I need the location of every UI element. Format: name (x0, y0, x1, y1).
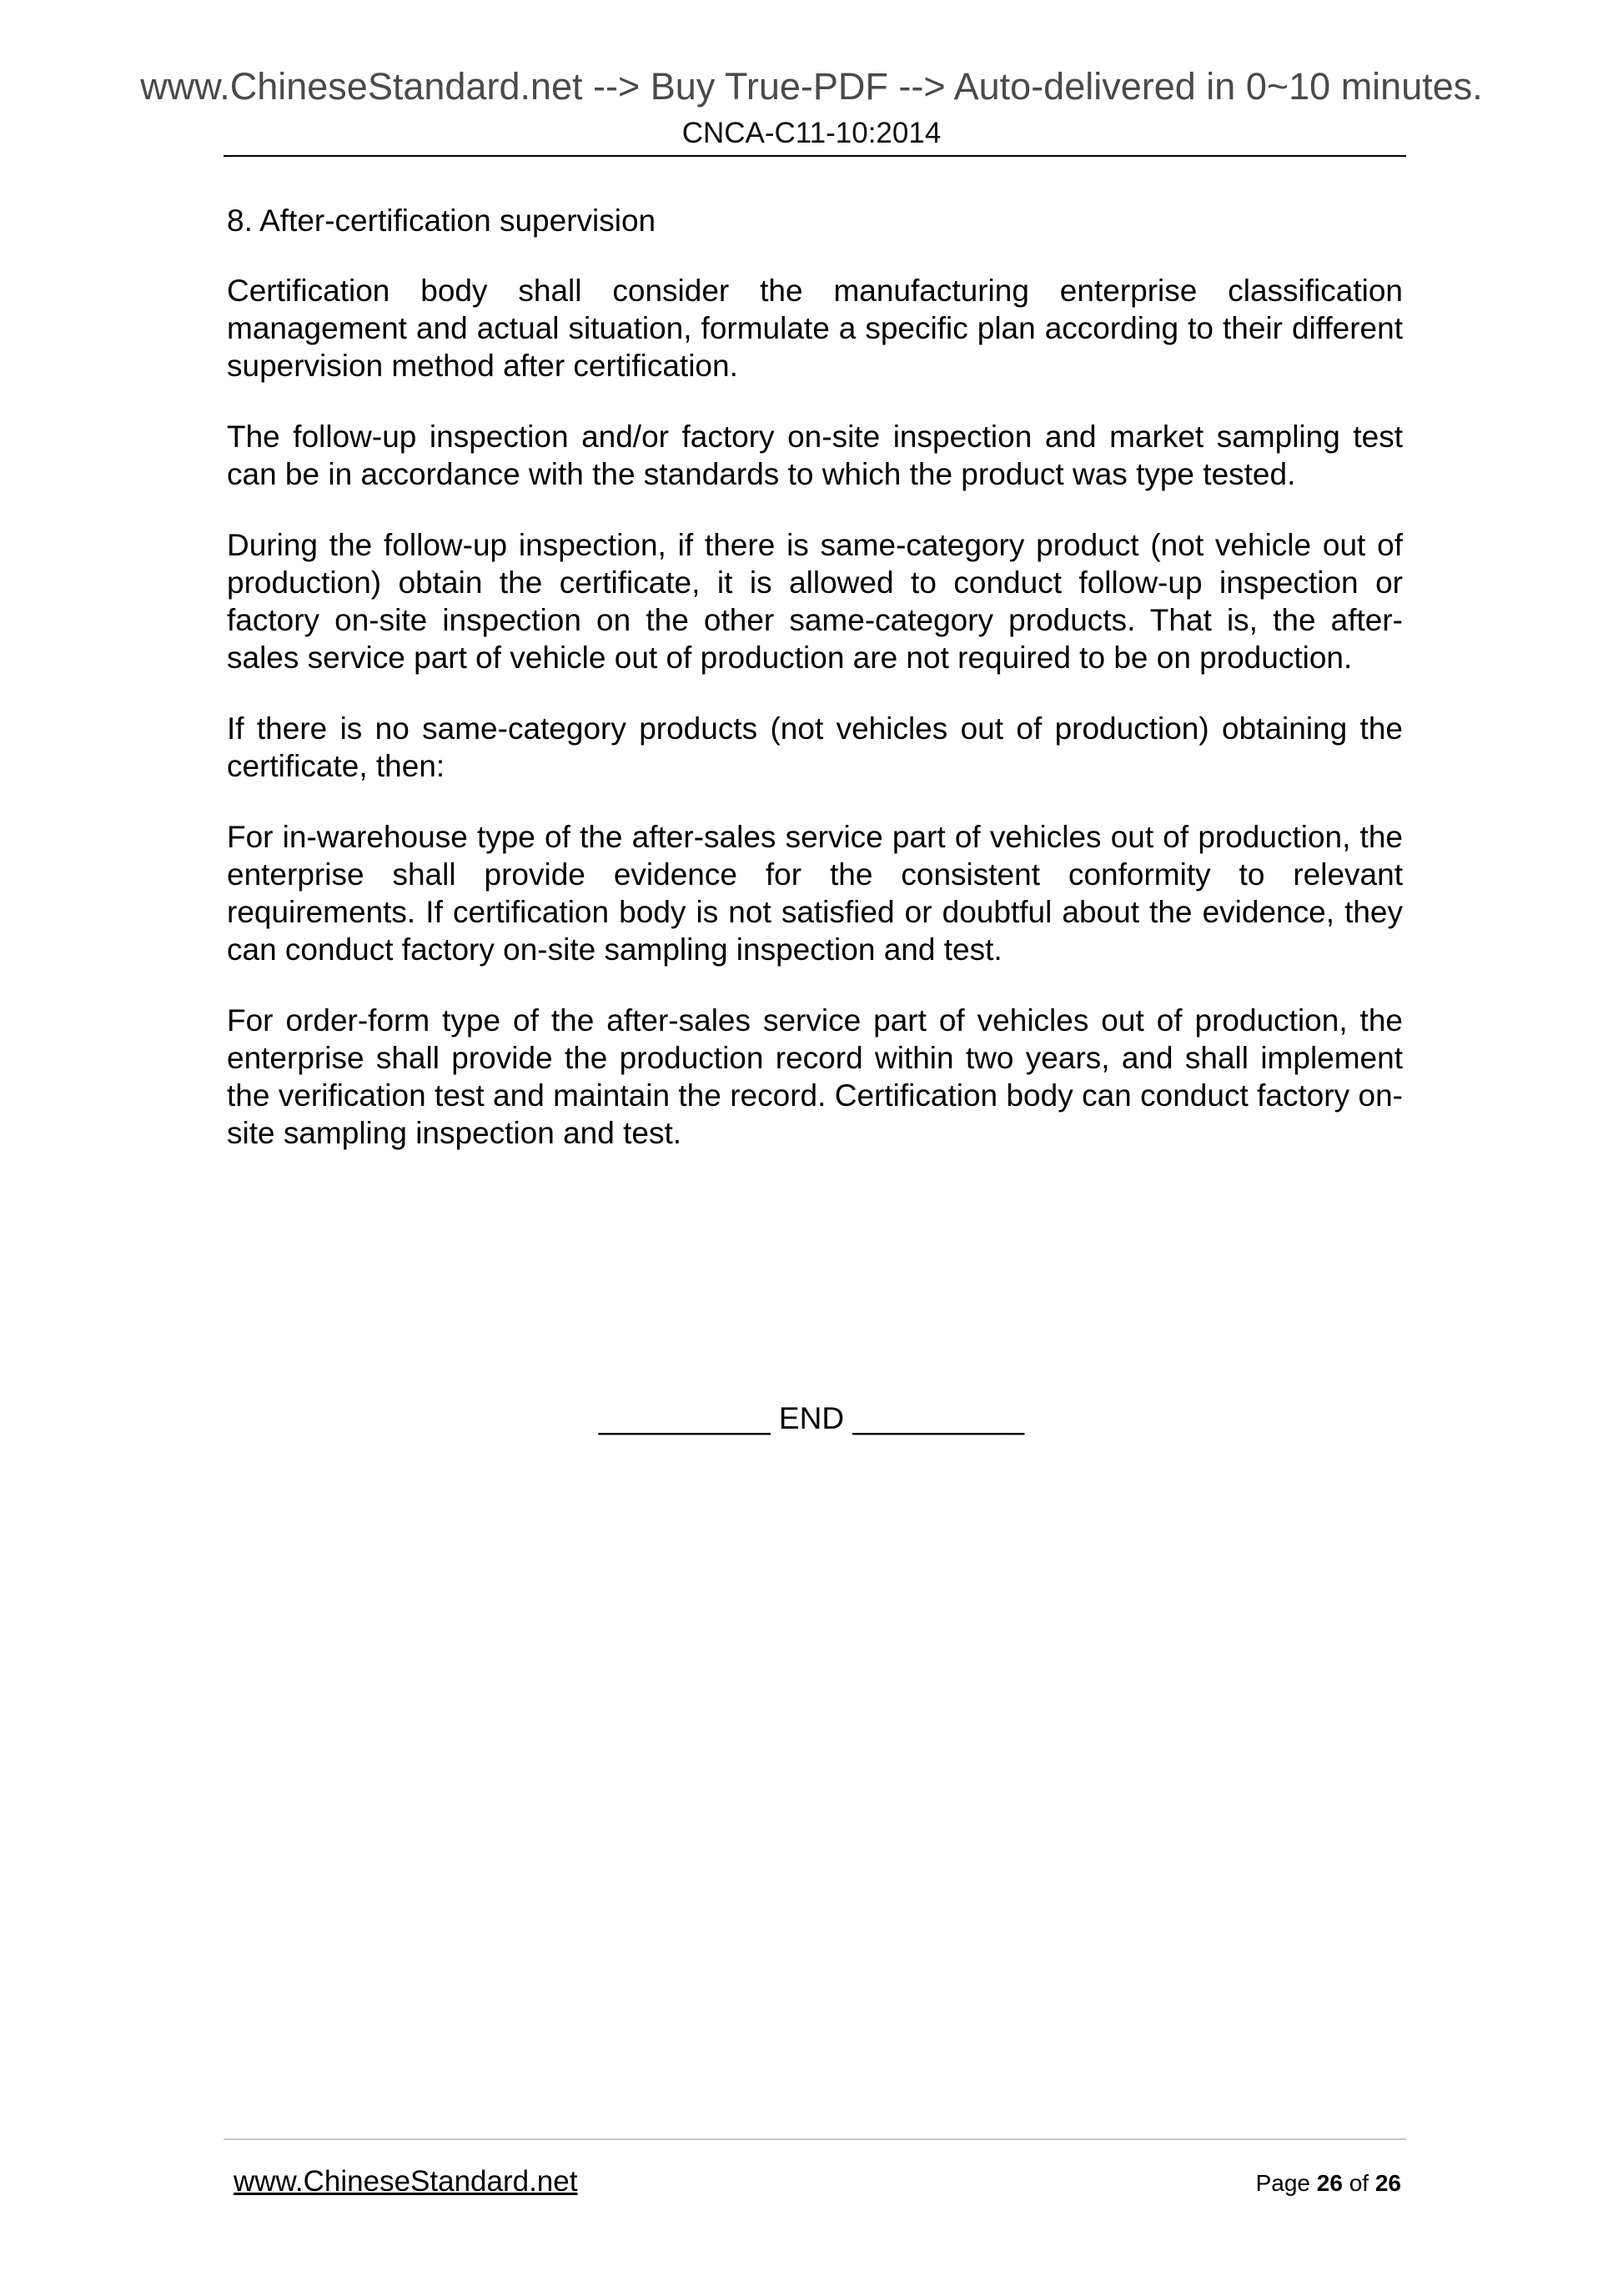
paragraph: For order-form type of the after-sales service part of vehicles out of production, the enterprise shall provide the production record within two years, and shall implement the verification test and maintain the record. Certification body can conduct factory on-site sampling inspection and test. (227, 1003, 1403, 1150)
page-current: 26 (1316, 2170, 1343, 2196)
end-marker: __________ END __________ (598, 1401, 1025, 1435)
page-prefix: Page (1255, 2170, 1317, 2196)
document-code: CNCA-C11-10:2014 (681, 117, 942, 149)
paragraph: Certification body shall consider the manufacturing enterprise classification management and actual situation, formulate a specific plan according to their different supervision method after certification. (227, 274, 1403, 383)
page-separator: of (1342, 2170, 1375, 2196)
page-number (1256, 2168, 1401, 2198)
header-banner: www.ChineseStandard.net --> Buy True-PDF --> Auto-delivered in 0~10 minutes. (140, 65, 1483, 108)
paragraph: The follow-up inspection and/or factory on-site inspection and market sampling test can be in accordance with the standards to which the product was type tested. (227, 420, 1403, 491)
paragraph: For in-warehouse type of the after-sales service part of vehicles out of production, the enterprise shall provide evidence for the consistent conformity to relevant requirements. If certification body is not satisfied or doubtful about the evidence, they can conduct factory on-site sampling inspection and test. (227, 820, 1403, 967)
paragraph: During the follow-up inspection, if there is same-category product (not vehicle out of production) obtain the certificate, it is allowed to conduct follow-up inspection or factory on-site inspection on the other same-category products. That is, the after-sales service part of vehicle out of production are not required to be on production. (227, 528, 1403, 675)
footer-website-link[interactable]: www.ChineseStandard.net (234, 2165, 578, 2198)
page-content (227, 202, 1403, 1185)
page-total: 26 (1374, 2170, 1401, 2196)
header-divider (224, 155, 1406, 157)
section-heading: 8. After-certification supervision (227, 203, 656, 238)
paragraph: If there is no same-category products (not vehicles out of production) obtaining the certificate, then: (227, 711, 1403, 783)
footer-divider (224, 2138, 1406, 2140)
